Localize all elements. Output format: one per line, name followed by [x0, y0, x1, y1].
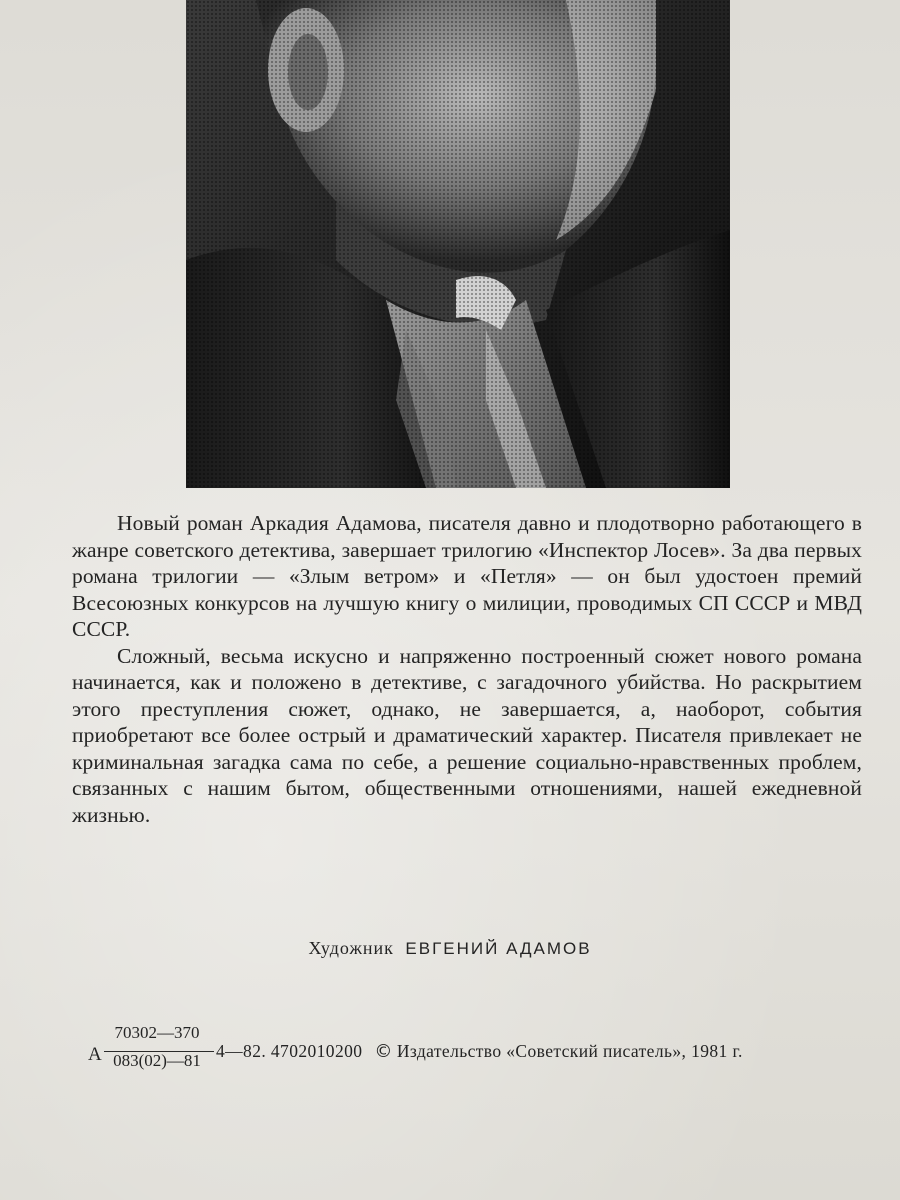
artist-label: Художник — [308, 938, 394, 958]
artist-credit — [0, 938, 900, 959]
book-annotation — [72, 510, 862, 828]
catalog-index-fraction — [104, 1022, 210, 1072]
author-portrait-photo — [186, 0, 730, 488]
artist-name: ЕВГЕНИЙ АДАМОВ — [405, 939, 592, 958]
copyright-text: Издательство «Советский писатель», 1981 г. — [396, 1041, 743, 1061]
copyright-icon: © — [374, 1041, 393, 1062]
catalog-index-numerator: 70302—370 — [114, 1023, 200, 1042]
imprint-line — [216, 1041, 743, 1062]
publication-imprint — [88, 1022, 878, 1082]
catalog-index-denominator: 083(02)—81 — [113, 1051, 201, 1070]
annotation-paragraph-1: Новый роман Аркадия Адамова, писателя давно и плодотворно работающего в жанре советского детектива, завершает трилогию «Инспектор Лосев». За два первых романа трилогии — «Злым ветром» и «Петля» — он был удостоен премий Всесоюзных конкурсов на лучшую книгу о милиции, проводимых СП СССР и МВД СССР. — [72, 511, 862, 641]
annotation-paragraph-2: Сложный, весьма искусно и напряженно построенный сюжет нового романа начинается, как и положено в детективе, с загадочного убийства. Но раскрытием этого преступления сюжет, однако, не завершается, а, наоборот, события приобретают все более острый и драматический характер. Писателя привлекает не криминальная загадка сама по себе, а решение социально-нравственных проблем, связанных с нашим бытом, общественными отношениями, нашей ежедневной жизнью. — [72, 643, 862, 827]
catalog-index-suffix: 4—82. 4702010200 — [216, 1041, 363, 1061]
fraction-line — [104, 1051, 214, 1052]
catalog-index-letter: А — [88, 1044, 102, 1065]
